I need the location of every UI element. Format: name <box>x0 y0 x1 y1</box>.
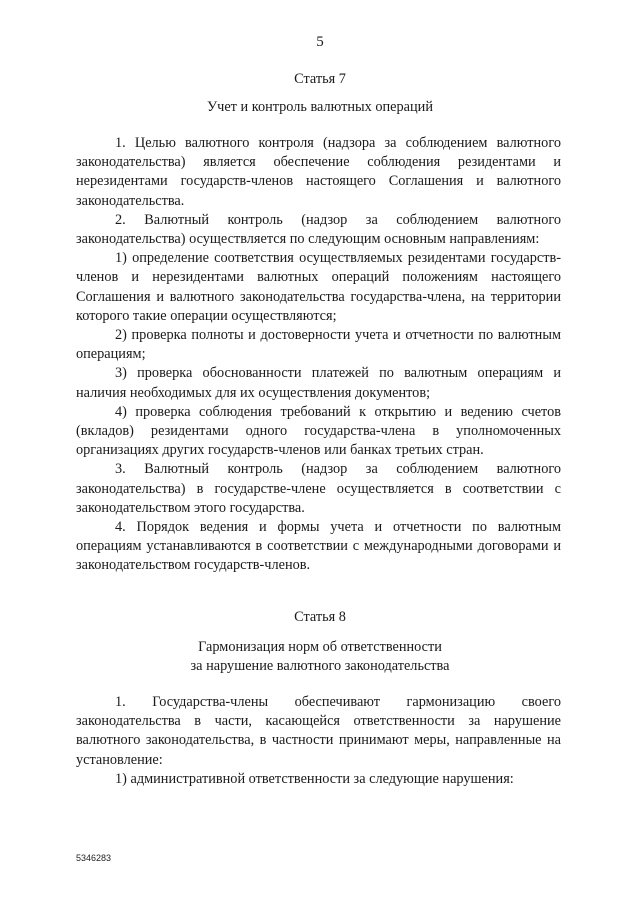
document-code: 5346283 <box>76 853 112 863</box>
paragraph: 1. Целью валютного контроля (надзора за соблюдением валютного законодательства) является обеспечение соблюдения резидентами и нерезидентами государств-членов настоящего Соглашения и валютного законодательства. <box>76 135 561 209</box>
list-item: 1) административной ответственности за следующие нарушения: <box>115 770 514 787</box>
article-7-title <box>0 98 640 117</box>
article-7-body <box>76 134 561 576</box>
article-8-title-line2: за нарушение валютного законодательства <box>190 658 450 674</box>
list-item: 4) проверка соблюдения требований к открытию и ведению счетов (вкладов) резидентами одного государства-члена в уполномоченных организациях других государств-членов или банках третьих стран. <box>76 403 561 459</box>
article-8-body <box>76 693 561 789</box>
paragraph: 4. Порядок ведения и формы учета и отчетности по валютным операциям устанавливаются в соответствии с международными договорами и законодательством государств-членов. <box>76 519 561 574</box>
article-7-title-text: Учет и контроль валютных операций <box>207 99 433 115</box>
page-number: 5 <box>316 34 324 50</box>
list-item: 2) проверка полноты и достоверности учета и отчетности по валютным операциям; <box>76 327 561 363</box>
list-item: 3) проверка обоснованности платежей по валютным операциям и наличия необходимых для их осуществления документов; <box>76 365 561 401</box>
paragraph: 3. Валютный контроль (надзор за соблюдением валютного законодательства) в государстве-члене осуществляется в соответствии с законодательством этого государства. <box>76 461 561 516</box>
article-8-label <box>0 608 640 627</box>
paragraph: 2. Валютный контроль (надзор за соблюдением валютного законодательства) осуществляется по следующим основным направлениям: <box>76 211 561 248</box>
article-8-title-line1: Гармонизация норм об ответственности <box>198 639 442 655</box>
article-8-label-text: Статья 8 <box>294 609 346 625</box>
article-8-title <box>0 638 640 676</box>
list-item: 1) определение соответствия осуществляемых резидентами государств-членов и нерезидентами валютных операций положениям настоящего Соглашения и валютного законодательства государства-члена, на территории которого такие операции осуществляются; <box>76 250 561 324</box>
article-7-label <box>0 70 640 89</box>
paragraph: 1. Государства-члены обеспечивают гармонизацию своего законодательства в части, касающейся ответственности за нарушение валютного законодательства, в частности принимают меры, направленные на установление: <box>76 694 561 768</box>
article-7-label-text: Статья 7 <box>294 71 346 87</box>
